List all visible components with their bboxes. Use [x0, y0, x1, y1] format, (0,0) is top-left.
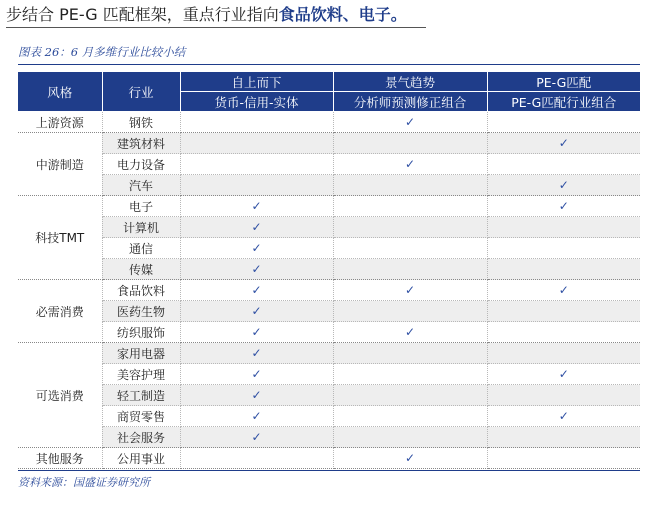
mark-cell: [180, 364, 333, 385]
mark-cell: [333, 112, 487, 133]
industry-cell: 电子: [102, 196, 180, 217]
table-row: [18, 175, 640, 196]
headline-underline: [6, 27, 426, 28]
mark-cell: [180, 385, 333, 406]
mark-cell: [487, 175, 640, 196]
mark-cell: [180, 217, 333, 238]
check-icon: ✓: [558, 283, 569, 297]
table-row: [18, 238, 640, 259]
mark-cell: [487, 427, 640, 448]
table-row: [18, 112, 640, 133]
style-cell: 科技TMT: [18, 196, 102, 280]
mark-cell: [487, 406, 640, 427]
mark-cell: [180, 238, 333, 259]
industry-cell: 通信: [102, 238, 180, 259]
industry-cell: 社会服务: [102, 427, 180, 448]
mark-cell: [487, 343, 640, 364]
caption-rule: [18, 64, 640, 65]
check-icon: ✓: [251, 367, 262, 381]
mark-cell: [180, 112, 333, 133]
mark-cell: [487, 322, 640, 343]
check-icon: ✓: [251, 220, 262, 234]
check-icon: ✓: [404, 283, 416, 297]
mark-cell: [333, 406, 487, 427]
industry-cell: 商贸零售: [102, 406, 180, 427]
mark-cell: [180, 154, 333, 175]
mark-cell: [333, 280, 487, 301]
header-industry: 行业: [102, 72, 180, 112]
check-icon: ✓: [404, 115, 416, 129]
mark-cell: [487, 217, 640, 238]
mark-cell: [487, 301, 640, 322]
check-icon: ✓: [251, 304, 262, 318]
mark-cell: [333, 301, 487, 322]
table-row: [18, 343, 640, 364]
style-cell: 其他服务: [18, 448, 102, 469]
mark-cell: [487, 364, 640, 385]
industry-cell: 医药生物: [102, 301, 180, 322]
industry-cell: 汽车: [102, 175, 180, 196]
table-row: [18, 301, 640, 322]
industry-cell: 美容护理: [102, 364, 180, 385]
header-style: 风格: [18, 72, 102, 112]
mark-cell: [180, 427, 333, 448]
check-icon: ✓: [404, 157, 416, 171]
table-caption: 图表 26：6 月多维行业比较小结: [18, 45, 186, 59]
check-icon: ✓: [558, 178, 569, 192]
industry-cell: 钢铁: [102, 112, 180, 133]
industry-comparison-table: [18, 72, 640, 469]
industry-cell: 建筑材料: [102, 133, 180, 154]
mark-cell: [180, 322, 333, 343]
industry-cell: 电力设备: [102, 154, 180, 175]
check-icon: ✓: [251, 346, 262, 360]
table-row: [18, 259, 640, 280]
mark-cell: [333, 238, 487, 259]
headline-highlight: 食品饮料、电子。: [278, 5, 407, 24]
industry-cell: 家用电器: [102, 343, 180, 364]
check-icon: ✓: [251, 199, 262, 213]
industry-cell: 轻工制造: [102, 385, 180, 406]
table-row: [18, 385, 640, 406]
check-icon: ✓: [404, 451, 416, 465]
check-icon: ✓: [558, 367, 569, 381]
table-row: [18, 217, 640, 238]
headline-prefix: 步结合 PE-G 匹配框架，重点行业指向: [6, 5, 279, 24]
table-row: [18, 196, 640, 217]
table-row: [18, 364, 640, 385]
mark-cell: [333, 322, 487, 343]
check-icon: ✓: [251, 409, 262, 423]
mark-cell: [333, 427, 487, 448]
mark-cell: [487, 385, 640, 406]
header-group-peg: PE-G匹配: [487, 72, 640, 92]
mark-cell: [333, 154, 487, 175]
industry-cell: 纺织服饰: [102, 322, 180, 343]
table-row: [18, 427, 640, 448]
style-cell: 中游制造: [18, 133, 102, 196]
table-bottom-rule: [18, 470, 640, 471]
mark-cell: [333, 133, 487, 154]
subheader-topdown: 货币-信用-实体: [180, 92, 333, 112]
mark-cell: [180, 448, 333, 469]
mark-cell: [333, 448, 487, 469]
table-row: [18, 133, 640, 154]
table-row: [18, 406, 640, 427]
mark-cell: [180, 406, 333, 427]
check-icon: ✓: [251, 325, 262, 339]
mark-cell: [487, 196, 640, 217]
check-icon: ✓: [558, 136, 569, 150]
table-row: [18, 322, 640, 343]
table-row: [18, 154, 640, 175]
mark-cell: [333, 175, 487, 196]
check-icon: ✓: [404, 325, 416, 339]
header-group-topdown: 自上而下: [180, 72, 333, 92]
mark-cell: [333, 259, 487, 280]
industry-cell: 公用事业: [102, 448, 180, 469]
check-icon: ✓: [251, 241, 262, 255]
industry-cell: 计算机: [102, 217, 180, 238]
table-row: [18, 448, 640, 469]
mark-cell: [333, 385, 487, 406]
mark-cell: [333, 343, 487, 364]
mark-cell: [487, 280, 640, 301]
check-icon: ✓: [251, 262, 262, 276]
mark-cell: [180, 175, 333, 196]
mark-cell: [487, 133, 640, 154]
mark-cell: [333, 217, 487, 238]
check-icon: ✓: [558, 199, 569, 213]
subheader-trend: 分析师预测修正组合: [333, 92, 487, 112]
mark-cell: [333, 364, 487, 385]
table-body: [18, 112, 640, 469]
mark-cell: [180, 343, 333, 364]
mark-cell: [487, 259, 640, 280]
style-cell: 上游资源: [18, 112, 102, 133]
style-cell: 必需消费: [18, 280, 102, 343]
mark-cell: [180, 259, 333, 280]
mark-cell: [487, 154, 640, 175]
mark-cell: [180, 196, 333, 217]
mark-cell: [180, 133, 333, 154]
table-row: [18, 280, 640, 301]
check-icon: ✓: [558, 409, 569, 423]
industry-cell: 食品饮料: [102, 280, 180, 301]
mark-cell: [180, 280, 333, 301]
mark-cell: [487, 112, 640, 133]
check-icon: ✓: [251, 283, 262, 297]
mark-cell: [487, 448, 640, 469]
mark-cell: [180, 301, 333, 322]
check-icon: ✓: [251, 388, 262, 402]
mark-cell: [487, 238, 640, 259]
industry-cell: 传媒: [102, 259, 180, 280]
check-icon: ✓: [251, 430, 262, 444]
header-group-trend: 景气趋势: [333, 72, 487, 92]
mark-cell: [333, 196, 487, 217]
headline: [6, 4, 646, 26]
subheader-peg: PE-G匹配行业组合: [487, 92, 640, 112]
style-cell: 可选消费: [18, 343, 102, 448]
source-note: 资料来源：国盛证券研究所: [18, 476, 150, 489]
